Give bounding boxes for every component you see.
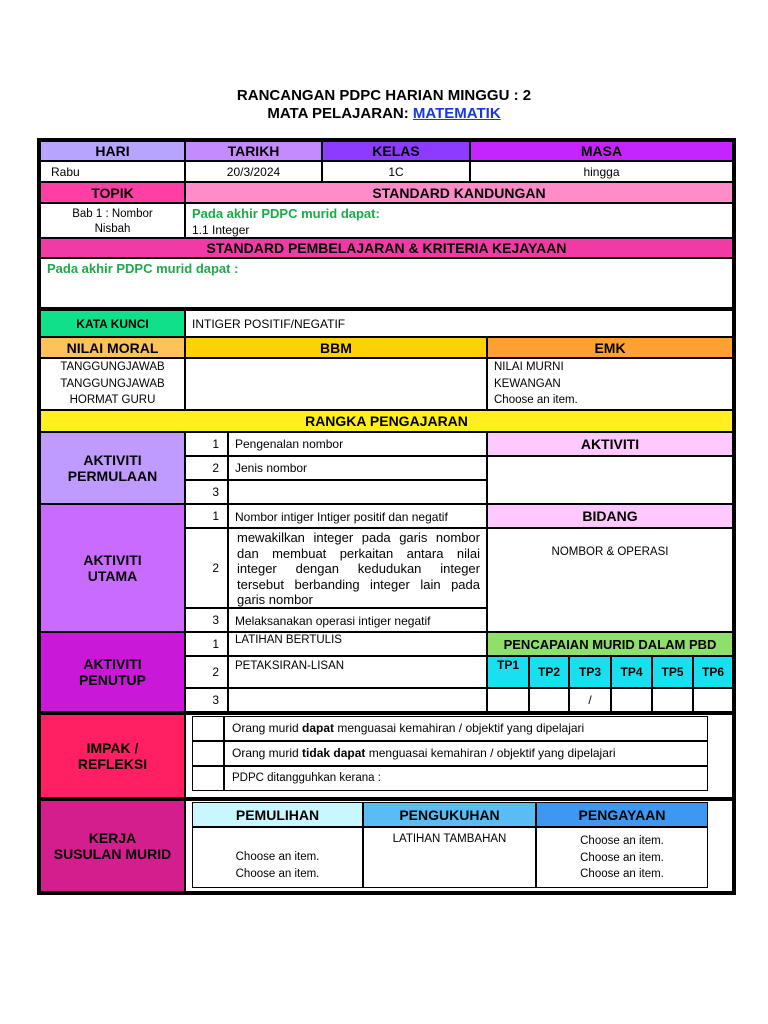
emk-item: NILAI MURNI [494,361,564,373]
impak-checkbox-3[interactable] [192,766,224,791]
pbd-header: PENCAPAIAN MURID DALAM PBD [487,632,733,656]
tp6-header: TP6 [693,656,733,688]
tp1-header: TP1 [487,656,529,688]
impak-line2: REFLEKSI [77,756,148,772]
permulaan-item-1[interactable]: Pengenalan nombor [228,432,487,456]
standard-pembelajaran-content[interactable] [40,258,733,308]
penutup-num-2: 2 [185,656,228,688]
kelas-value[interactable]: 1C [322,161,470,182]
penutup-item-1[interactable]: LATIHAN BERTULIS [228,632,487,656]
standard-kandungan-header: STANDARD KANDUNGAN [185,182,733,203]
hari-value[interactable]: Rabu [40,161,185,182]
kata-kunci-value[interactable]: INTIGER POSITIF/NEGATIF [185,310,733,337]
utama-num-1: 1 [185,504,228,528]
tp5-header: TP5 [652,656,693,688]
standard-kandungan-value[interactable] [185,203,733,238]
pemulihan-value [192,827,363,888]
permulaan-num-3: 3 [185,480,228,504]
pemulihan-header: PEMULIHAN [192,802,363,827]
kerja-line1: KERJA [88,830,137,846]
pengayaan-header: PENGAYAAN [536,802,708,827]
penutup-item-3[interactable] [228,688,487,712]
pengukuhan-value[interactable] [363,827,536,888]
pengayaan-dropdown[interactable]: Choose an item. [580,851,664,864]
tp4-mark[interactable] [611,688,652,712]
tp5-mark[interactable] [652,688,693,712]
utama-line2: UTAMA [87,568,138,584]
penutup-num-3: 3 [185,688,228,712]
emk-item: KEWANGAN [494,377,561,390]
nilai-moral-value[interactable] [40,358,185,410]
bidang-header: BIDANG [487,504,733,528]
subject-line [0,105,768,122]
bidang-value[interactable]: NOMBOR & OPERASI [487,528,733,632]
impak-r2-post: menguasai kemahiran / objektif yang dipelajari [365,746,616,760]
topik-line1: Bab 1 : Nombor [72,208,153,220]
impak-row-3[interactable]: PDPC ditangguhkan kerana : [224,766,708,791]
masa-value[interactable]: hingga [470,161,733,182]
permulaan-line1: AKTIVITI [83,452,142,468]
kerja-line2: SUSULAN MURID [53,846,172,862]
aktiviti-side-header: AKTIVITI [487,432,733,456]
impak-checkbox-2[interactable] [192,741,224,766]
sp-intro: Pada akhir PDPC murid dapat : [47,261,239,276]
moral-item: TANGGUNGJAWAB [60,361,165,373]
tp1-mark[interactable] [487,688,529,712]
subject-prefix: MATA PELAJARAN: [267,105,413,122]
rangka-pengajaran-header: RANGKA PENGAJARAN [40,410,733,432]
sk-intro: Pada akhir PDPC murid dapat: [192,206,380,221]
tp2-header: TP2 [529,656,569,688]
kelas-header: KELAS [322,141,470,161]
utama-num-2: 2 [185,528,228,608]
impak-r1-bold: dapat [302,721,335,735]
tarikh-header: TARIKH [185,141,322,161]
impak-row-1 [224,716,708,741]
tp3-mark[interactable]: / [569,688,611,712]
tp2-mark[interactable] [529,688,569,712]
tp3-header: TP3 [569,656,611,688]
pengayaan-value [536,827,708,888]
pengukuhan-header: PENGUKUHAN [363,802,536,827]
kerja-susulan-label [40,800,185,892]
bbm-header: BBM [185,337,487,358]
permulaan-line2: PERMULAAN [67,468,158,484]
impak-r2-bold: tidak dapat [302,746,366,760]
frame-bottom [37,892,736,895]
page-title: RANCANGAN PDPC HARIAN MINGGU : 2 [236,87,532,104]
impak-checkbox-1[interactable] [192,716,224,741]
permulaan-num-2: 2 [185,456,228,480]
topik-header: TOPIK [40,182,185,203]
aktiviti-utama-label [40,504,185,632]
topik-value[interactable] [40,203,185,238]
topik-line2: Nisbah [94,223,131,235]
hari-header: HARI [40,141,185,161]
penutup-num-1: 1 [185,632,228,656]
emk-header: EMK [487,337,733,358]
utama-item-2[interactable]: mewakilkan integer pada garis nombor dan membuat perkaitan antara nilai integer dengan kedudukan integer tersebut berbanding integer lain pada garis nombor [228,528,487,608]
utama-item-1[interactable]: Nombor intiger Intiger positif dan negatif [228,504,487,528]
sk-item: 1.1 Integer [192,223,250,237]
impak-r2-pre: Orang murid [232,746,303,760]
frame-right [733,138,736,895]
pengayaan-dropdown[interactable]: Choose an item. [580,835,664,847]
permulaan-item-2[interactable]: Jenis nombor [228,456,487,480]
pemulihan-dropdown[interactable]: Choose an item. [235,867,320,880]
impak-line1: IMPAK / [86,740,139,756]
emk-dropdown[interactable]: Choose an item. [494,394,578,406]
utama-item-3[interactable]: Melaksanakan operasi intiger negatif [228,608,487,632]
tp4-header: TP4 [611,656,652,688]
bbm-value[interactable] [185,358,487,410]
tp6-mark[interactable] [693,688,733,712]
standard-pembelajaran-header: STANDARD PEMBELAJARAN & KRITERIA KEJAYAAN [40,238,733,258]
permulaan-item-3[interactable] [228,480,487,504]
impak-r1-post: menguasai kemahiran / objektif yang dipelajari [334,721,585,735]
penutup-item-2[interactable]: PETAKSIRAN-LISAN [228,656,487,688]
tarikh-value[interactable]: 20/3/2024 [185,161,322,182]
impak-r1-pre: Orang murid [232,721,303,735]
pengukuhan-item: LATIHAN TAMBAHAN [392,833,507,845]
nilai-moral-header: NILAI MORAL [40,337,185,358]
penutup-line1: AKTIVITI [83,656,142,672]
impak-row-2 [224,741,708,766]
pemulihan-dropdown[interactable]: Choose an item. [235,851,320,863]
permulaan-num-1: 1 [185,432,228,456]
masa-header: MASA [470,141,733,161]
aktiviti-penutup-label [40,632,185,712]
moral-item: HORMAT GURU [69,394,156,406]
kata-kunci-label: KATA KUNCI [40,310,185,337]
utama-line1: AKTIVITI [83,552,142,568]
utama-num-3: 3 [185,608,228,632]
penutup-line2: PENUTUP [79,672,146,688]
aktiviti-side-value[interactable] [487,456,733,504]
subject-link[interactable]: MATEMATIK [412,105,501,122]
emk-value[interactable] [487,358,733,410]
aktiviti-permulaan-label [40,432,185,504]
moral-item: TANGGUNGJAWAB [60,377,165,390]
impak-refleksi-label [40,714,185,798]
pengayaan-dropdown[interactable]: Choose an item. [580,868,664,880]
